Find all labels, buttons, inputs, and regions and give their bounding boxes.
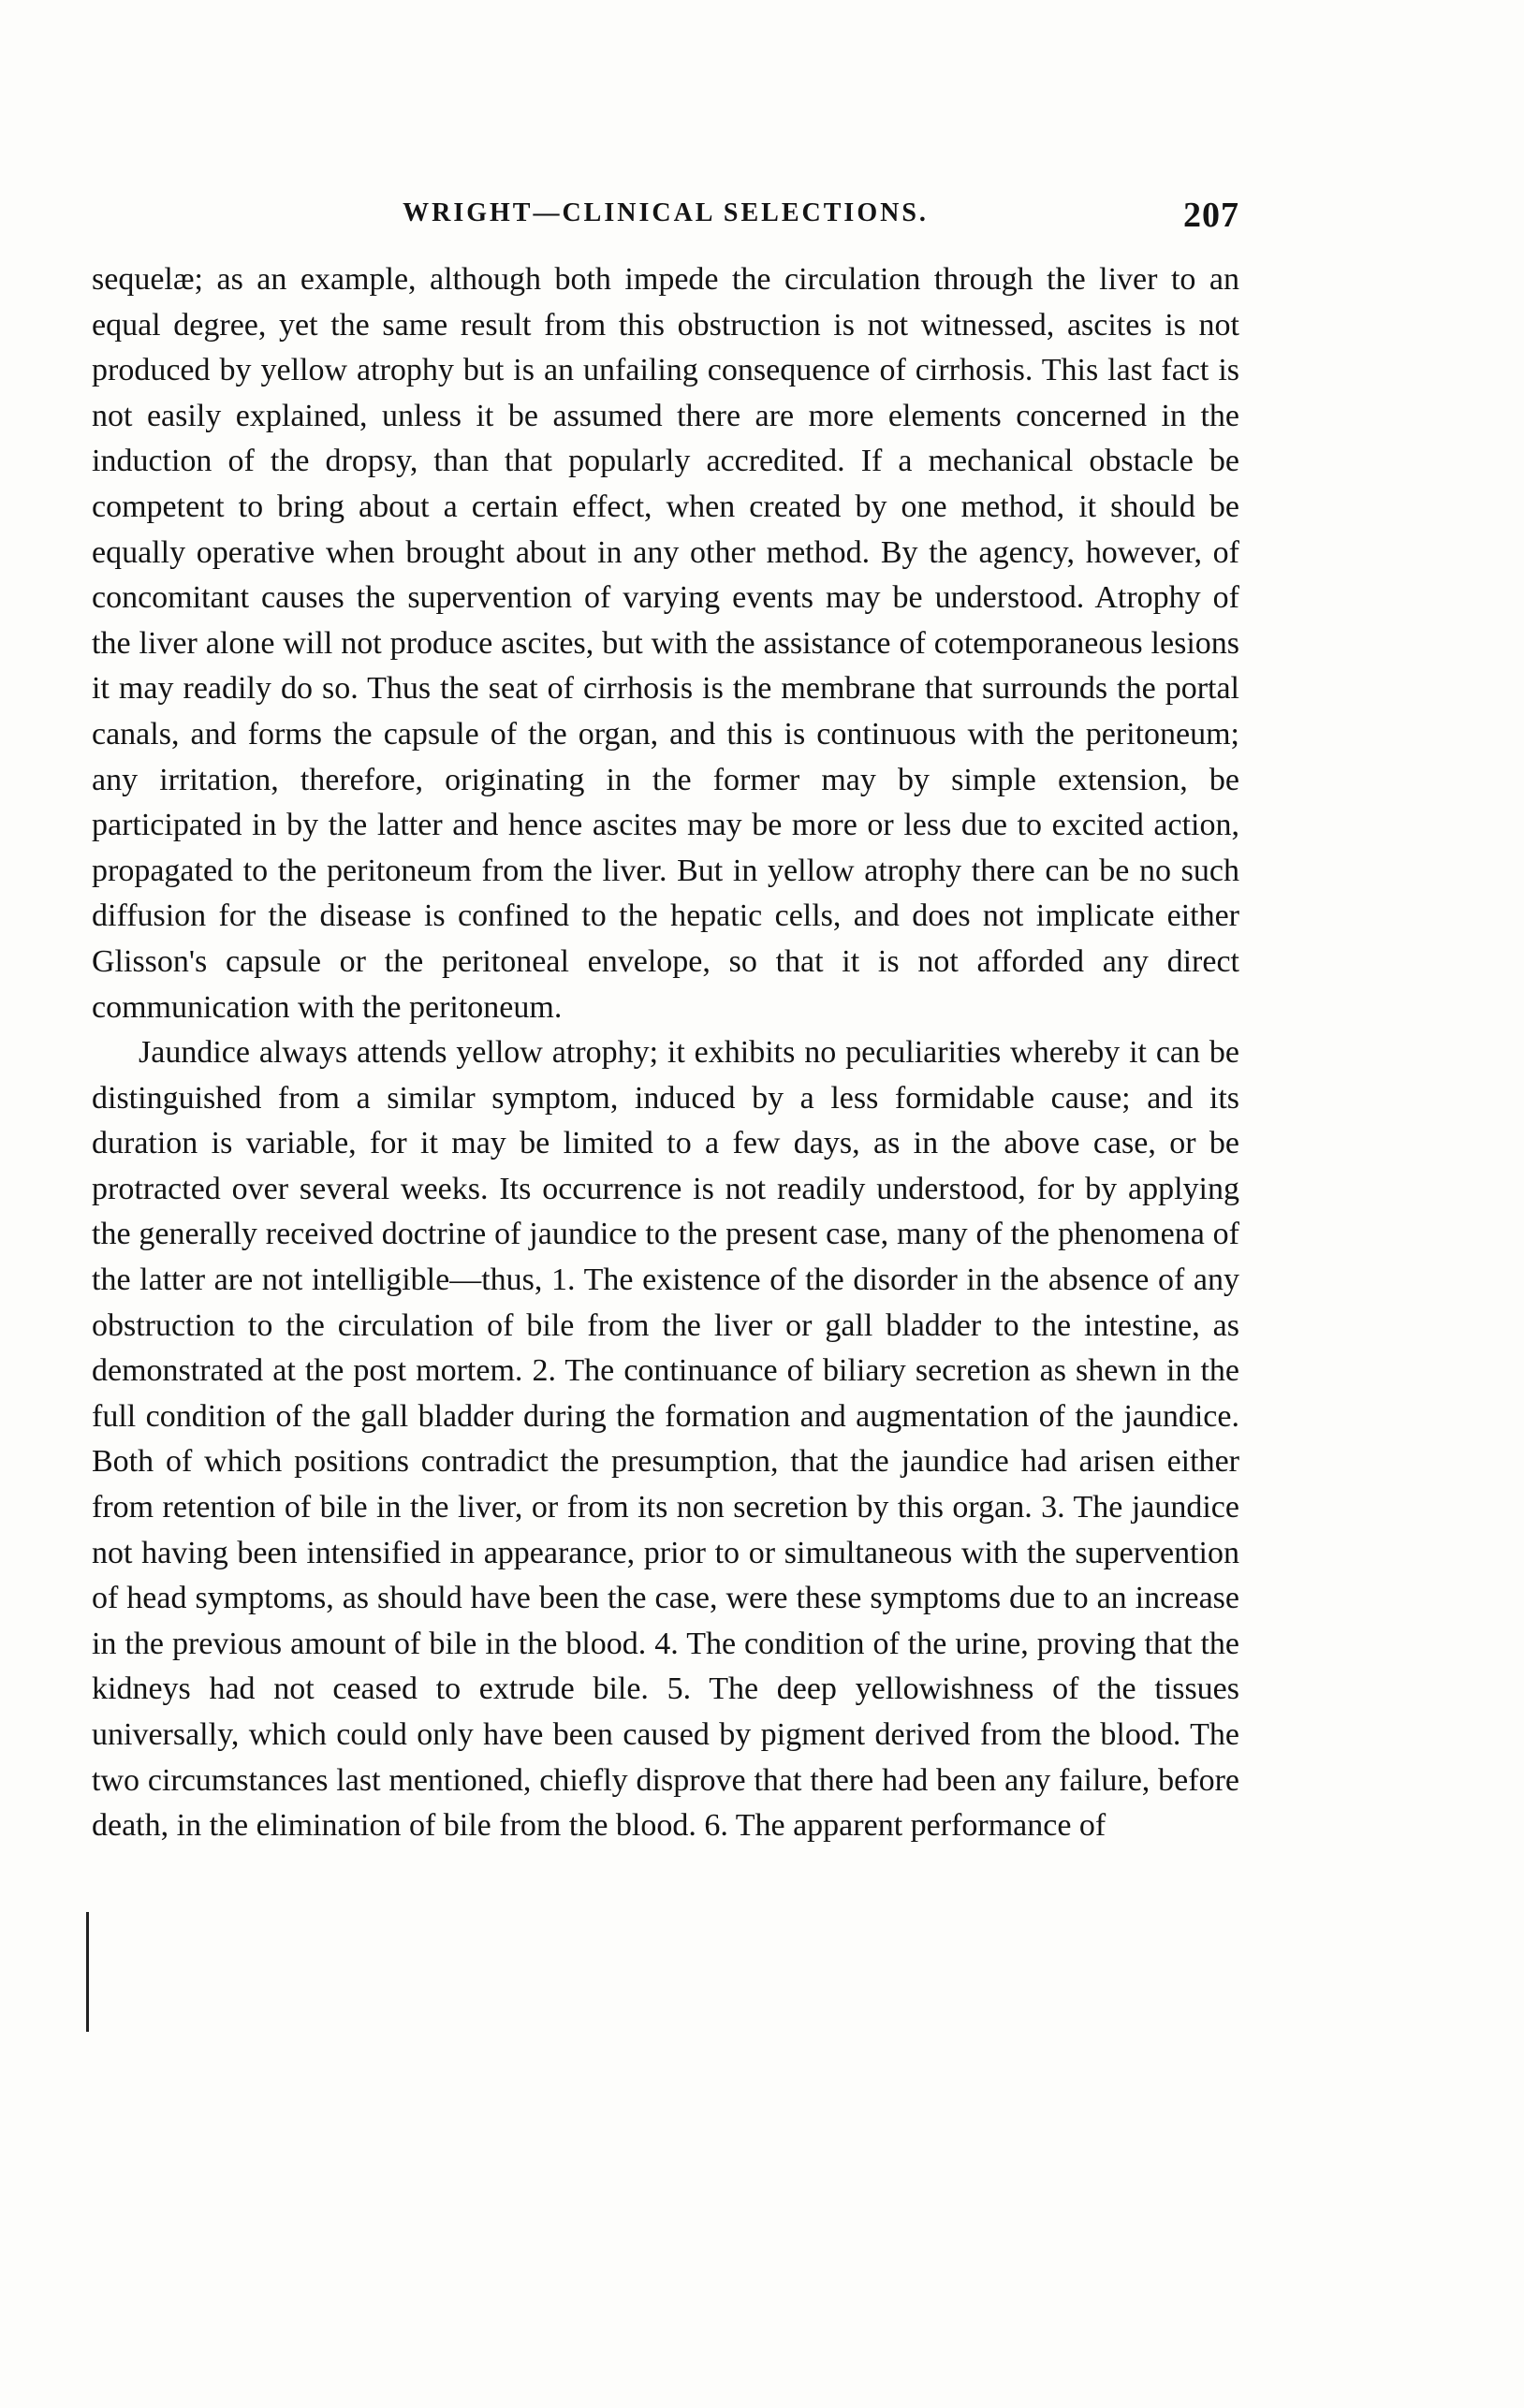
paragraph-continuation: sequelæ; as an example, although both impede the circulation through the liver to an equal degree, yet the same result from this obstruction is not witnessed, ascites is not produced by yellow atrophy but is an unfailing consequence of cirrhosis. This last fact is not easily explained, unless it be assumed there are more elements concerned in the induction of the dropsy, than that popularly accredited. If a mechanical obstacle be competent to bring about a certain effect, when created by one method, it should be equally operative when brought about in any other method. By the agency, however, of concomitant causes the supervention of varying events may be understood. Atrophy of the liver alone will not produce ascites, but with the assistance of cotemporaneous lesions it may readily do so. Thus the seat of cirrhosis is the membrane that surrounds the portal canals, and forms the capsule of the organ, and this is continuous with the peritoneum; any irritation, therefore, originating in the former may by simple extension, be participated in by the latter and hence ascites may be more or less due to excited action, propagated to the peritoneum from the liver. But in yellow atrophy there can be no such diffusion for the disease is confined to the hepatic cells, and does not implicate either Glisson's capsule or the peritoneal envelope, so that it is not afforded any direct communication with the peritoneum. bbox=[92, 262, 1239, 1025]
page-number: 207 bbox=[1183, 196, 1239, 235]
running-head: WRIGHT—CLINICAL SELECTIONS. bbox=[403, 198, 929, 227]
body-text bbox=[92, 257, 1239, 1849]
page-header bbox=[92, 198, 1239, 245]
paragraph-jaundice: Jaundice always attends yellow atrophy; it exhibits no peculiarities whereby it can be distinguished from a similar symptom, induced by a less formidable cause; and its duration is variable, for it may be limited to a few days, as in the above case, or be protracted over several weeks. Its occurrence is not readily understood, for by applying the generally received doctrine of jaundice to the present case, many of the phenomena of the latter are not intelligible—thus, 1. The existence of the disorder in the absence of any obstruction to the circulation of bile from the liver or gall bladder to the intestine, as demonstrated at the post mortem. 2. The continuance of biliary secretion as shewn in the full condition of the gall bladder during the formation and augmentation of the jaundice. Both of which positions contradict the presumption, that the jaundice had arisen either from retention of bile in the liver, or from its non secretion by this organ. 3. The jaundice not having been intensified in appearance, prior to or simultaneous with the supervention of head symptoms, as should have been the case, were these symptoms due to an increase in the previous amount of bile in the blood. 4. The condition of the urine, proving that the kidneys had not ceased to extrude bile. 5. The deep yellowishness of the tissues universally, which could only have been caused by pigment derived from the blood. The two circumstances last mentioned, chiefly disprove that there had been any failure, before death, in the elimination of bile from the blood. 6. The apparent performance of bbox=[92, 1035, 1239, 1844]
margin-line-mark bbox=[86, 1912, 89, 2032]
